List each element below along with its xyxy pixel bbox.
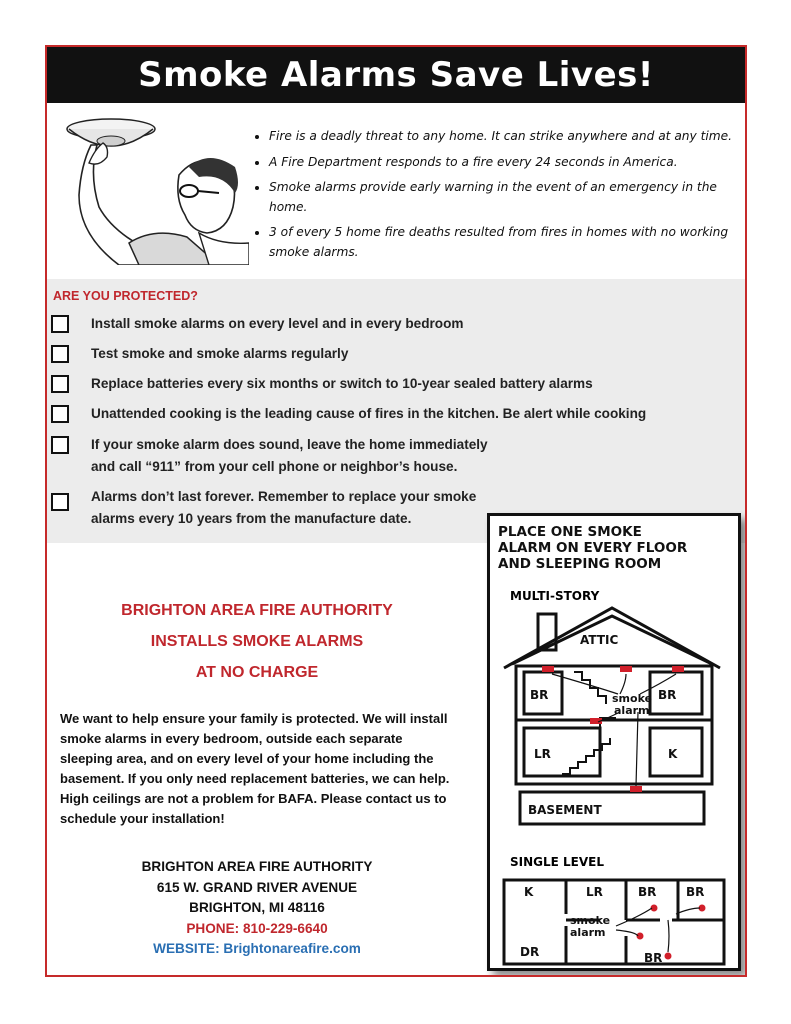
room-label-k: K	[524, 885, 534, 899]
contact-block	[67, 857, 447, 960]
room-label-br: BR	[644, 951, 663, 965]
fire-facts-list	[247, 127, 747, 268]
title-bar	[47, 47, 745, 103]
fact-item: • Smoke alarms provide early warning in the event of an emergency in the home.	[269, 178, 747, 217]
alarm-label: alarm	[570, 926, 606, 939]
checklist-item-label: Unattended cooking is the leading cause of fires in the kitchen. Be alert while cooking	[91, 406, 647, 421]
checklist-item-label: Install smoke alarms on every level and in every bedroom	[91, 316, 464, 331]
free-install-heading	[67, 595, 447, 688]
alarm-placement-diagram	[487, 513, 741, 971]
room-label-k: K	[668, 747, 678, 761]
checklist-item	[51, 403, 741, 434]
checkbox[interactable]	[51, 493, 69, 511]
checklist-item	[51, 343, 741, 373]
room-label-br: BR	[530, 688, 549, 702]
org-name: BRIGHTON AREA FIRE AUTHORITY	[141, 859, 373, 874]
single-level-label: SINGLE LEVEL	[510, 855, 604, 869]
fact-item: • Fire is a deadly threat to any home. It can strike anywhere and at any time.	[269, 127, 747, 147]
checkbox[interactable]	[51, 315, 69, 333]
room-label-attic: ATTIC	[580, 633, 619, 647]
flyer-frame	[45, 45, 747, 977]
diagram-heading-line: ALARM ON EVERY FLOOR	[498, 540, 688, 556]
website-link[interactable]: WEBSITE: Brightonareafire.com	[153, 941, 361, 956]
checklist-item-label: If your smoke alarm does sound, leave the home immediately and call “911” from your cell phone or neighbor’s house.	[91, 437, 488, 474]
smoke-label: smoke	[612, 692, 653, 705]
heading-line: AT NO CHARGE	[195, 664, 319, 681]
service-description: We want to help ensure your family is protected. We will install smoke alarms in every bedroom, outside each separate sleeping area, and on every level of your home including the basement. If you only need replacement batteries, we can help. High ceilings are not a problem for BAFA. Please contact us to schedule your installation!	[60, 711, 450, 826]
safety-checklist	[51, 313, 741, 536]
diagram-heading-line: AND SLEEPING ROOM	[498, 556, 662, 572]
multi-story-label: MULTI-STORY	[510, 589, 600, 603]
checklist-item	[51, 313, 741, 343]
room-label-lr: LR	[534, 747, 551, 761]
protected-heading: ARE YOU PROTECTED?	[53, 289, 198, 303]
phone-number[interactable]: PHONE: 810-229-6640	[186, 920, 328, 936]
smoke-label: smoke	[570, 914, 611, 927]
heading-line: INSTALLS SMOKE ALARMS	[150, 633, 364, 650]
heading-line: BRIGHTON AREA FIRE AUTHORITY	[121, 602, 393, 619]
room-label-basement: BASEMENT	[528, 803, 602, 817]
checklist-item	[51, 434, 741, 486]
checklist-item-label: Alarms don’t last forever. Remember to replace your smoke alarms every 10 years from the manufacture date.	[91, 489, 477, 526]
room-label-lr: LR	[586, 885, 603, 899]
fact-item: • A Fire Department responds to a fire every 24 seconds in America.	[269, 153, 747, 173]
checkbox[interactable]	[51, 405, 69, 423]
checklist-item-label: Replace batteries every six months or switch to 10-year sealed battery alarms	[91, 376, 593, 391]
page-title: Smoke Alarms Save Lives!	[138, 55, 654, 95]
room-label-br: BR	[686, 885, 705, 899]
checklist-item	[51, 373, 741, 403]
alarm-label: alarm	[614, 704, 650, 717]
man-testing-alarm-illustration	[59, 115, 249, 265]
fact-item: • 3 of every 5 home fire deaths resulted from fires in homes with no working smoke alarms.	[269, 223, 747, 262]
checkbox[interactable]	[51, 375, 69, 393]
diagram-heading-line: PLACE ONE SMOKE	[498, 524, 642, 540]
checkbox[interactable]	[51, 345, 69, 363]
checklist-item-label: Test smoke and smoke alarms regularly	[91, 346, 349, 361]
checkbox[interactable]	[51, 436, 69, 454]
room-label-dr: DR	[520, 945, 540, 959]
room-label-br: BR	[638, 885, 657, 899]
room-label-br: BR	[658, 688, 677, 702]
street-address: 615 W. GRAND RIVER AVENUE	[156, 879, 358, 895]
city-address: BRIGHTON, MI 48116	[189, 900, 325, 915]
